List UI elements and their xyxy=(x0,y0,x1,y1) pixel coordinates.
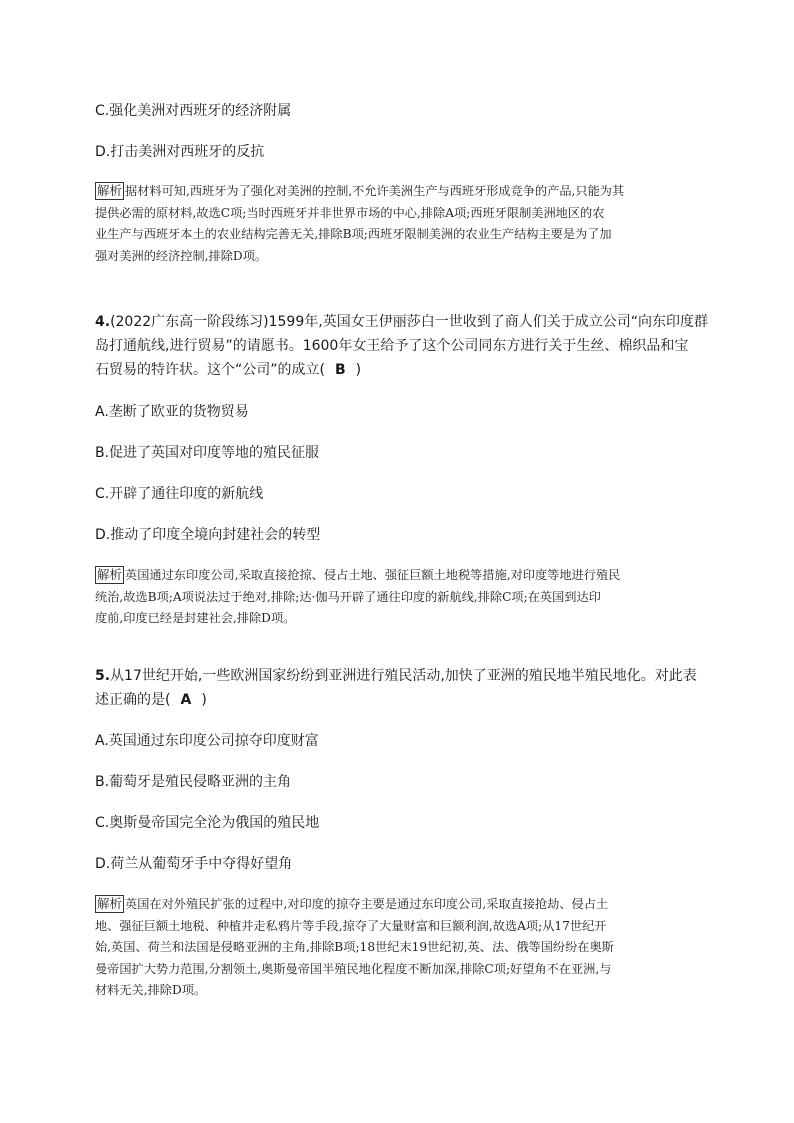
q4-stem xyxy=(95,310,708,382)
analysis-tag: 解析 xyxy=(97,183,123,198)
q5-analysis xyxy=(95,894,695,1002)
analysis-line: 提供必需的原材料,故选C项;当时西班牙并非世界市场的中心,排除A项;西班牙限制美洲地区的农 xyxy=(95,205,605,220)
answer-letter: A xyxy=(180,692,192,708)
q3-analysis xyxy=(95,181,695,267)
analysis-line: 业生产与西班牙本土的农业结构完善无关,排除B项;西班牙限制美洲的农业生产结构主要是为了加 xyxy=(95,227,612,241)
q3-option-d: D.打击美洲对西班牙的反抗 xyxy=(95,144,265,160)
q5-option-b: B.葡萄牙是殖民侵略亚洲的主角 xyxy=(95,774,292,790)
analysis-line: 始,英国、荷兰和法国是侵略亚洲的主角,排除B项;18世纪末19世纪初,英、法、俄等国纷纷在奥斯 xyxy=(95,940,614,954)
q4-option-a: A.垄断了欧亚的货物贸易 xyxy=(95,404,249,420)
analysis-tag: 解析 xyxy=(97,896,123,911)
q5-stem-line: 述正确的是( A ) xyxy=(95,692,207,708)
analysis-line: 解析 英国通过东印度公司,采取直接抢掠、侵占土地、强征巨额土地税等措施,对印度等地进行殖民 xyxy=(97,567,621,582)
analysis-line: 度前,印度已经是封建社会,排除D项。 xyxy=(95,611,296,625)
q3-option-c: C.强化美洲对西班牙的经济附属 xyxy=(95,103,292,119)
q4-stem-line: 岛打通航线,进行贸易”的请愿书。1600年女王给予了这个公司同东方进行关于生丝、棉织品和宝 xyxy=(95,338,689,354)
q4-stem-line: 4.(2022广东高一阶段练习)1599年,英国女王伊丽莎白一世收到了商人们关于成立公司“向东印度群 xyxy=(95,314,708,330)
analysis-line: 曼帝国扩大势力范围,分割领土,奥斯曼帝国半殖民地化程度不断加深,排除C项;好望角不在亚洲,与 xyxy=(95,961,612,976)
analysis-line: 统治,故选B项;A项说法过于绝对,排除;达·伽马开辟了通往印度的新航线,排除C项;在英国到达印 xyxy=(95,589,601,604)
q4-analysis xyxy=(95,565,695,630)
analysis-line: 解析 据材料可知,西班牙为了强化对美洲的控制,不允许美洲生产与西班牙形成竞争的产品,只能为其 xyxy=(97,183,625,198)
analysis-line: 解析 英国在对外殖民扩张的过程中,对印度的掠夺主要是通过东印度公司,采取直接抢劫、侵占土 xyxy=(97,896,609,911)
q4-option-d: D.推动了印度全境向封建社会的转型 xyxy=(95,527,321,543)
q4-stem-line: 石贸易的特许状。这个“公司”的成立( B ) xyxy=(95,362,362,378)
analysis-line: 材料无关,排除D项。 xyxy=(95,983,207,997)
q5-stem-line: 5.从17世纪开始,一些欧洲国家纷纷到亚洲进行殖民活动,加快了亚洲的殖民地半殖民地化。对此表 xyxy=(95,668,697,684)
q5-stem xyxy=(95,664,699,712)
question-number: 4. xyxy=(95,314,111,330)
answer-letter: B xyxy=(334,362,346,378)
analysis-line: 地、强征巨额土地税、种植并走私鸦片等手段,掠夺了大量财富和巨额利润,故选A项;从17世纪开 xyxy=(95,918,607,933)
analysis-line: 强对美洲的经济控制,排除D项。 xyxy=(95,248,268,263)
question-number: 5. xyxy=(95,668,111,684)
q5-option-c: C.奥斯曼帝国完全沦为俄国的殖民地 xyxy=(95,815,320,831)
q4-option-c: C.开辟了通往印度的新航线 xyxy=(95,486,264,502)
q4-option-b: B.促进了英国对印度等地的殖民征服 xyxy=(95,445,320,461)
q5-option-d: D.荷兰从葡萄牙手中夺得好望角 xyxy=(95,856,293,872)
q5-option-a: A.英国通过东印度公司掠夺印度财富 xyxy=(95,733,319,749)
analysis-tag: 解析 xyxy=(97,567,123,582)
